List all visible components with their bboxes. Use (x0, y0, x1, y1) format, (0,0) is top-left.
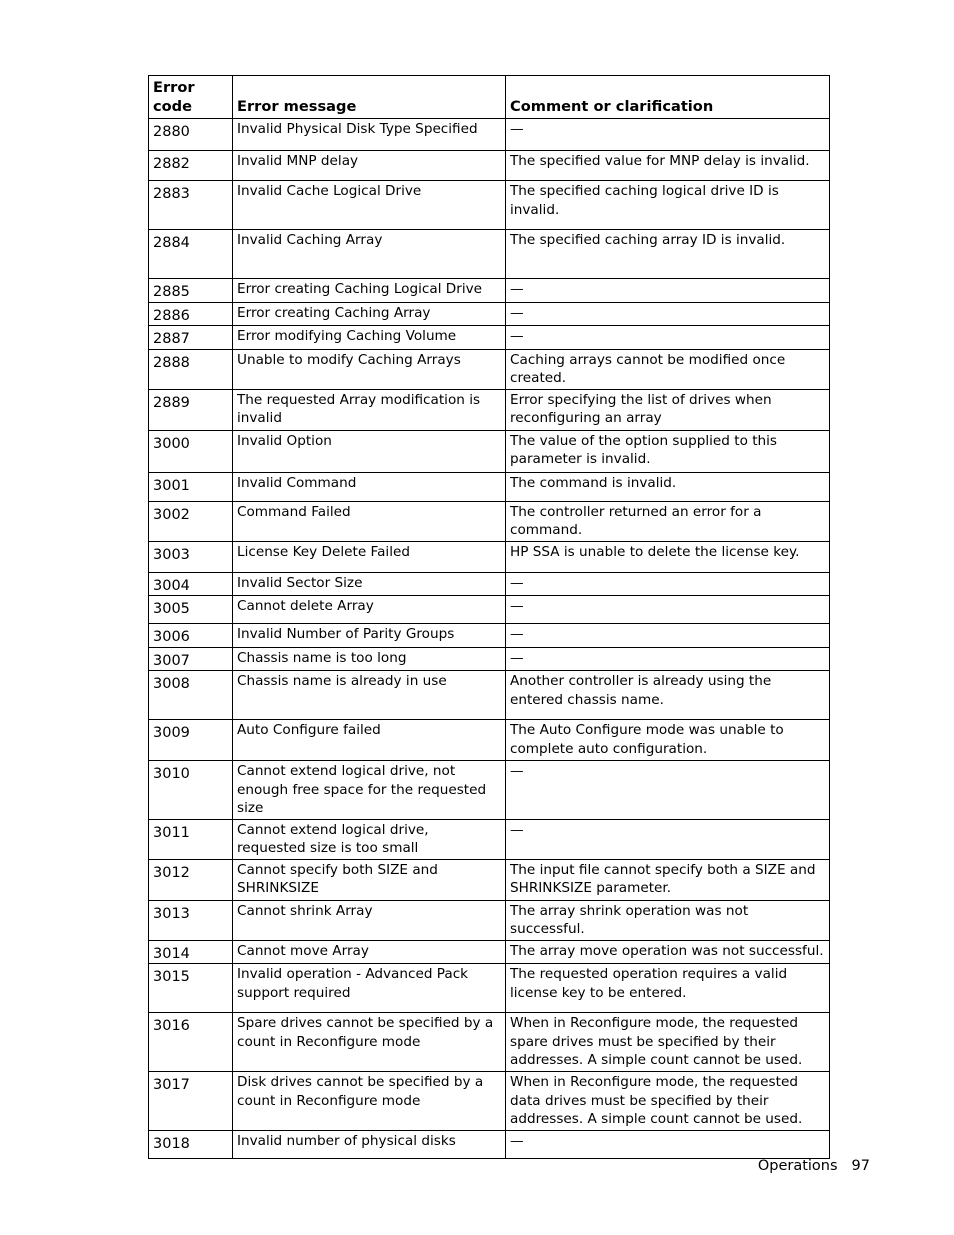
footer-section-title: Operations (757, 1158, 838, 1174)
comment-cell: — (506, 647, 830, 671)
table-row (149, 596, 830, 624)
table-row (149, 900, 830, 940)
error-message-cell: Invalid number of physical disks (233, 1131, 506, 1159)
comment-cell: — (506, 572, 830, 596)
error-message-cell: Invalid Command (233, 472, 506, 501)
error-message-cell: Error modifying Caching Volume (233, 326, 506, 350)
error-code-cell: 2886 (149, 302, 233, 326)
error-code-cell: 2889 (149, 389, 233, 430)
error-message-cell: Spare drives cannot be specified by a count in Reconfigure mode (233, 1013, 506, 1072)
table-header-row (149, 76, 830, 119)
comment-cell: The command is invalid. (506, 472, 830, 501)
error-code-cell: 3004 (149, 572, 233, 596)
comment-cell: — (506, 279, 830, 303)
table-row (149, 349, 830, 389)
comment-cell: — (506, 326, 830, 350)
error-code-cell: 2885 (149, 279, 233, 303)
error-message-cell: Chassis name is already in use (233, 671, 506, 720)
comment-cell: The controller returned an error for a command. (506, 501, 830, 541)
table-row (149, 181, 830, 230)
comment-cell: HP SSA is unable to delete the license key. (506, 541, 830, 572)
table-row (149, 119, 830, 151)
error-code-cell: 3006 (149, 624, 233, 648)
table-row (149, 151, 830, 181)
table-row (149, 1072, 830, 1131)
comment-cell: Caching arrays cannot be modified once created. (506, 349, 830, 389)
comment-cell: — (506, 819, 830, 859)
page-footer (758, 1158, 870, 1174)
comment-cell: The value of the option supplied to this parameter is invalid. (506, 430, 830, 472)
error-message-cell: Invalid MNP delay (233, 151, 506, 181)
comment-cell: When in Reconfigure mode, the requested data drives must be specified by their addresses. A simple count cannot be used. (506, 1072, 830, 1131)
comment-cell: When in Reconfigure mode, the requested spare drives must be specified by their addresses. A simple count cannot be used. (506, 1013, 830, 1072)
error-message-cell: Command Failed (233, 501, 506, 541)
error-code-cell: 2882 (149, 151, 233, 181)
error-code-cell: 3005 (149, 596, 233, 624)
error-code-cell: 3012 (149, 859, 233, 900)
comment-cell: — (506, 596, 830, 624)
error-code-cell: 3007 (149, 647, 233, 671)
error-code-cell: 2883 (149, 181, 233, 230)
comment-cell: Error specifying the list of drives when reconfiguring an array (506, 389, 830, 430)
error-message-cell: Invalid Option (233, 430, 506, 472)
comment-cell: — (506, 119, 830, 151)
error-code-cell: 3014 (149, 940, 233, 964)
table-row (149, 859, 830, 900)
table-row (149, 472, 830, 501)
comment-cell: — (506, 761, 830, 820)
table-row (149, 430, 830, 472)
table-row (149, 819, 830, 859)
error-code-cell: 3016 (149, 1013, 233, 1072)
error-message-cell: Invalid Cache Logical Drive (233, 181, 506, 230)
error-code-cell: 3002 (149, 501, 233, 541)
error-message-cell: Cannot extend logical drive, requested size is too small (233, 819, 506, 859)
error-message-cell: Chassis name is too long (233, 647, 506, 671)
table-row (149, 501, 830, 541)
error-code-cell: 3008 (149, 671, 233, 720)
error-message-cell: Error creating Caching Logical Drive (233, 279, 506, 303)
error-code-cell: 2880 (149, 119, 233, 151)
table-row (149, 279, 830, 303)
error-message-cell: Cannot specify both SIZE and SHRINKSIZE (233, 859, 506, 900)
comment-cell: The requested operation requires a valid license key to be entered. (506, 964, 830, 1013)
table-row (149, 964, 830, 1013)
error-message-cell: Cannot delete Array (233, 596, 506, 624)
comment-cell: The array shrink operation was not successful. (506, 900, 830, 940)
error-code-cell: 3011 (149, 819, 233, 859)
comment-cell: Another controller is already using the entered chassis name. (506, 671, 830, 720)
table-row (149, 230, 830, 279)
error-message-cell: The requested Array modification is invalid (233, 389, 506, 430)
comment-cell: — (506, 1131, 830, 1159)
error-message-cell: Unable to modify Caching Arrays (233, 349, 506, 389)
comment-cell: The input file cannot specify both a SIZE and SHRINKSIZE parameter. (506, 859, 830, 900)
page-number: 97 (851, 1158, 870, 1174)
table-row (149, 389, 830, 430)
comment-cell: The specified caching array ID is invalid. (506, 230, 830, 279)
error-message-cell: Invalid Sector Size (233, 572, 506, 596)
error-message-cell: Invalid Physical Disk Type Specified (233, 119, 506, 151)
header-error-code: Error code (149, 76, 233, 119)
error-message-cell: Invalid Caching Array (233, 230, 506, 279)
error-code-cell: 2887 (149, 326, 233, 350)
error-message-cell: License Key Delete Failed (233, 541, 506, 572)
table-row (149, 1131, 830, 1159)
error-message-cell: Cannot shrink Array (233, 900, 506, 940)
table-body (149, 119, 830, 1159)
error-code-table (148, 75, 830, 1159)
error-message-cell: Error creating Caching Array (233, 302, 506, 326)
error-code-cell: 3013 (149, 900, 233, 940)
error-code-cell: 3003 (149, 541, 233, 572)
table-row (149, 1013, 830, 1072)
table-row (149, 940, 830, 964)
error-message-cell: Invalid operation - Advanced Pack support required (233, 964, 506, 1013)
error-code-cell: 3001 (149, 472, 233, 501)
error-message-cell: Cannot extend logical drive, not enough free space for the requested size (233, 761, 506, 820)
table-row (149, 647, 830, 671)
comment-cell: — (506, 624, 830, 648)
table-row (149, 624, 830, 648)
table-row (149, 302, 830, 326)
comment-cell: The Auto Configure mode was unable to complete auto configuration. (506, 720, 830, 761)
error-code-cell: 3017 (149, 1072, 233, 1131)
error-code-cell: 3018 (149, 1131, 233, 1159)
error-message-cell: Auto Configure failed (233, 720, 506, 761)
error-code-cell: 2888 (149, 349, 233, 389)
error-message-cell: Invalid Number of Parity Groups (233, 624, 506, 648)
table-row (149, 541, 830, 572)
error-message-cell: Cannot move Array (233, 940, 506, 964)
error-code-cell: 3009 (149, 720, 233, 761)
error-code-cell: 3015 (149, 964, 233, 1013)
error-code-cell: 2884 (149, 230, 233, 279)
comment-cell: The specified value for MNP delay is invalid. (506, 151, 830, 181)
table-row (149, 572, 830, 596)
header-error-message: Error message (233, 76, 506, 119)
error-code-cell: 3010 (149, 761, 233, 820)
table-row (149, 326, 830, 350)
error-message-cell: Disk drives cannot be specified by a count in Reconfigure mode (233, 1072, 506, 1131)
comment-cell: The array move operation was not successful. (506, 940, 830, 964)
table-row (149, 761, 830, 820)
table-row (149, 720, 830, 761)
comment-cell: The specified caching logical drive ID is invalid. (506, 181, 830, 230)
comment-cell: — (506, 302, 830, 326)
error-code-cell: 3000 (149, 430, 233, 472)
table-row (149, 671, 830, 720)
header-comment: Comment or clarification (506, 76, 830, 119)
